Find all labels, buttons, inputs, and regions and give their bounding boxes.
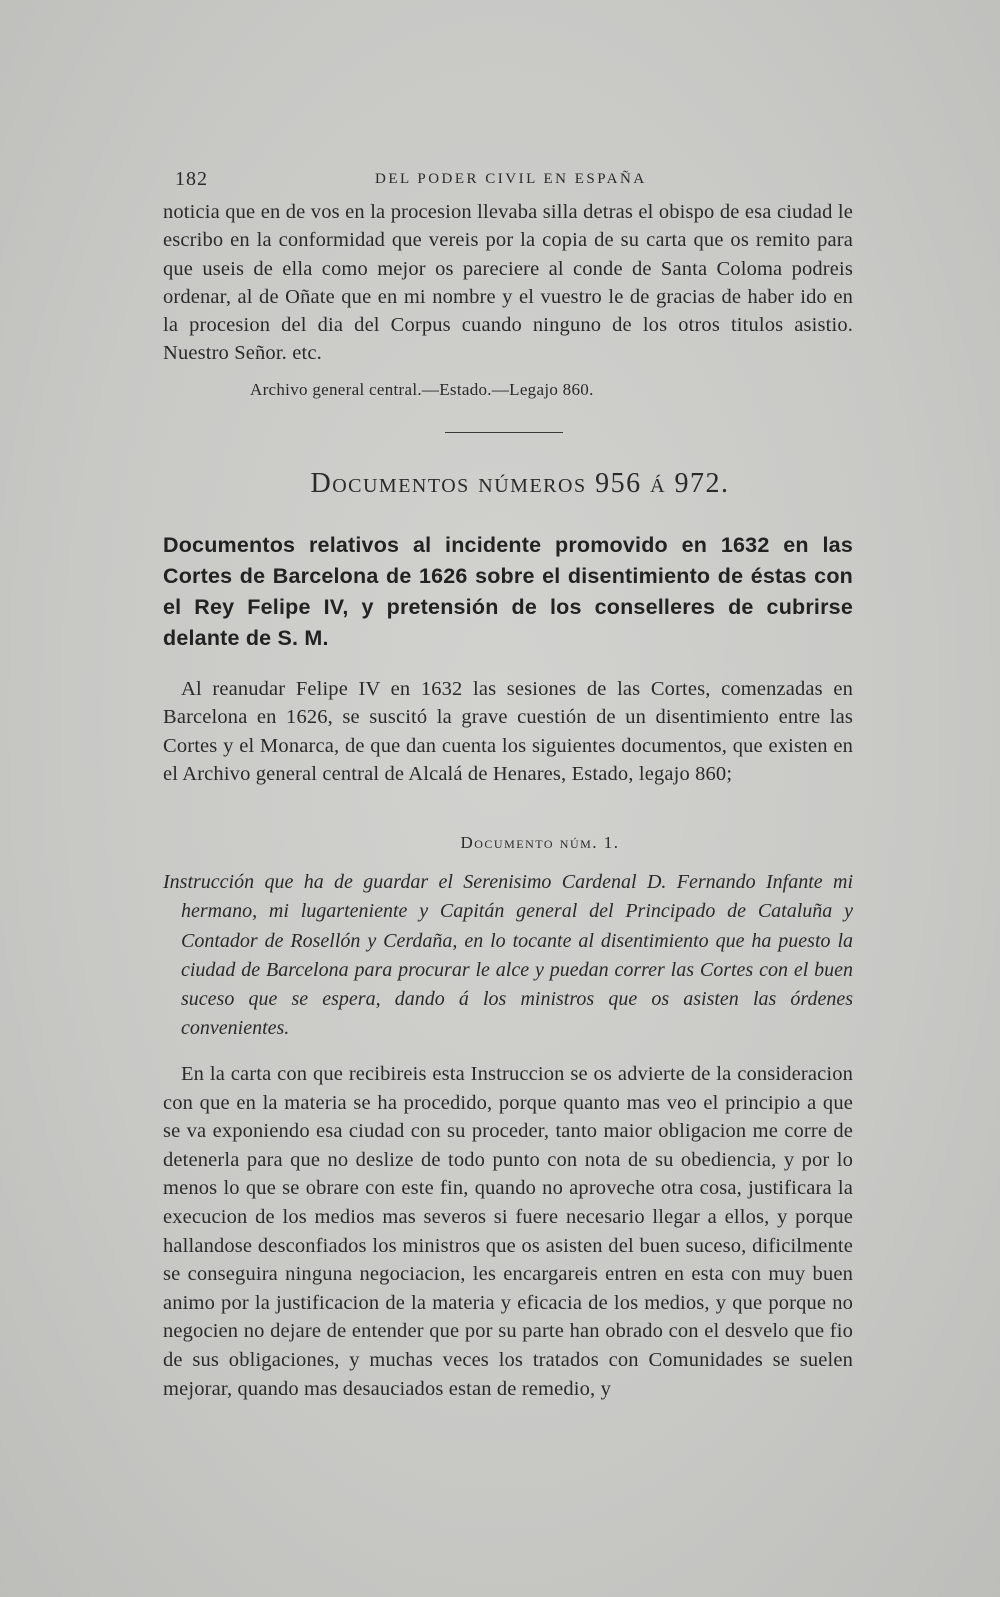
document-number-text: Documento núm. 1. [460,833,620,852]
running-title: DEL PODER CIVIL EN ESPAÑA [375,171,647,187]
section-divider [445,432,563,433]
section-title [0,468,1000,500]
running-head [175,168,855,192]
intro-paragraph: Al reanudar Felipe IV en 1632 las sesiones de las Cortes, comenzadas en Barcelona en 1626, se suscitó la grave cuestión de un disentimiento entre las Cortes y el Monarca, de que dan cuenta los siguientes documentos, que existen en el Archivo general central de Alcalá de Henares, Estado, legajo 860; [163,678,853,785]
section-title-text: Documentos números 956 á 972. [310,468,730,499]
archive-citation: Archivo general central.—Estado.—Legajo 860. [250,380,594,399]
page-number: 182 [175,168,208,190]
instruction-title: Instrucción que ha de guardar el Serenisimo Cardenal D. Fernando Infante mi hermano, mi lugarteniente y Capitán general del Principado de Cataluña y Contador de Rosellón y Cerdaña, en lo tocante al disentimiento que ha puesto la ciudad de Barcelona para procurar le alce y puedan correr las Cortes con el buen suceso que se espera, dando á los ministros que os asisten las órdenes convenientes. [163,871,853,1040]
document-number [0,833,1000,853]
letter-paragraph: En la carta con que recibireis esta Instruccion se os advierte de la consideracion con que en la materia se ha procedido, porque quanto mas veo el principio a que se va exponiendo esa ciudad con su proceder, tanto maior obligacion me corre de detenerla para que no deslize de todo punto con nota de su obediencia, y por lo menos lo que se obrare con este fin, quando no aproveche otra cosa, justificara la execucion de los medios mas severos si fuere necesario llegar a ellos, y porque hallandose desconfiados los ministros que os asisten del buen suceso, dificilmente se conseguira ninguna negociacion, les encargareis entren en esta con muy buen animo por la justificacion de la materia y eficacia de los medios, y que porque no negocien no dejare de entender que por su parte han obrado con el desvelo que fio de sus obligaciones, y muchas veces los tratados con Comunidades se suelen mejorar, quando mas desauciados estan de remedio, y [163,1063,853,1400]
paragraph-continued: noticia que en de vos en la procesion llevaba silla detras el obispo de esa ciudad le escribo en la conformidad que vereis por la copia de su carta que os remito para que useis de ella como mejor os pareciere al conde de Santa Coloma podreis ordenar, al de Oñate que en mi nombre y el vuestro le de gracias de haber ido en la procesion del dia del Corpus cuando ninguno de los otros titulos asistio. Nuestro Señor. etc. [163,201,853,365]
section-heading: Documentos relativos al incidente promovido en 1632 en las Cortes de Barcelona de 1626 sobre el disentimiento de éstas con el Rey Felipe IV, y pretensión de los conselleres de cubrirse delante de S. M. [163,533,853,650]
